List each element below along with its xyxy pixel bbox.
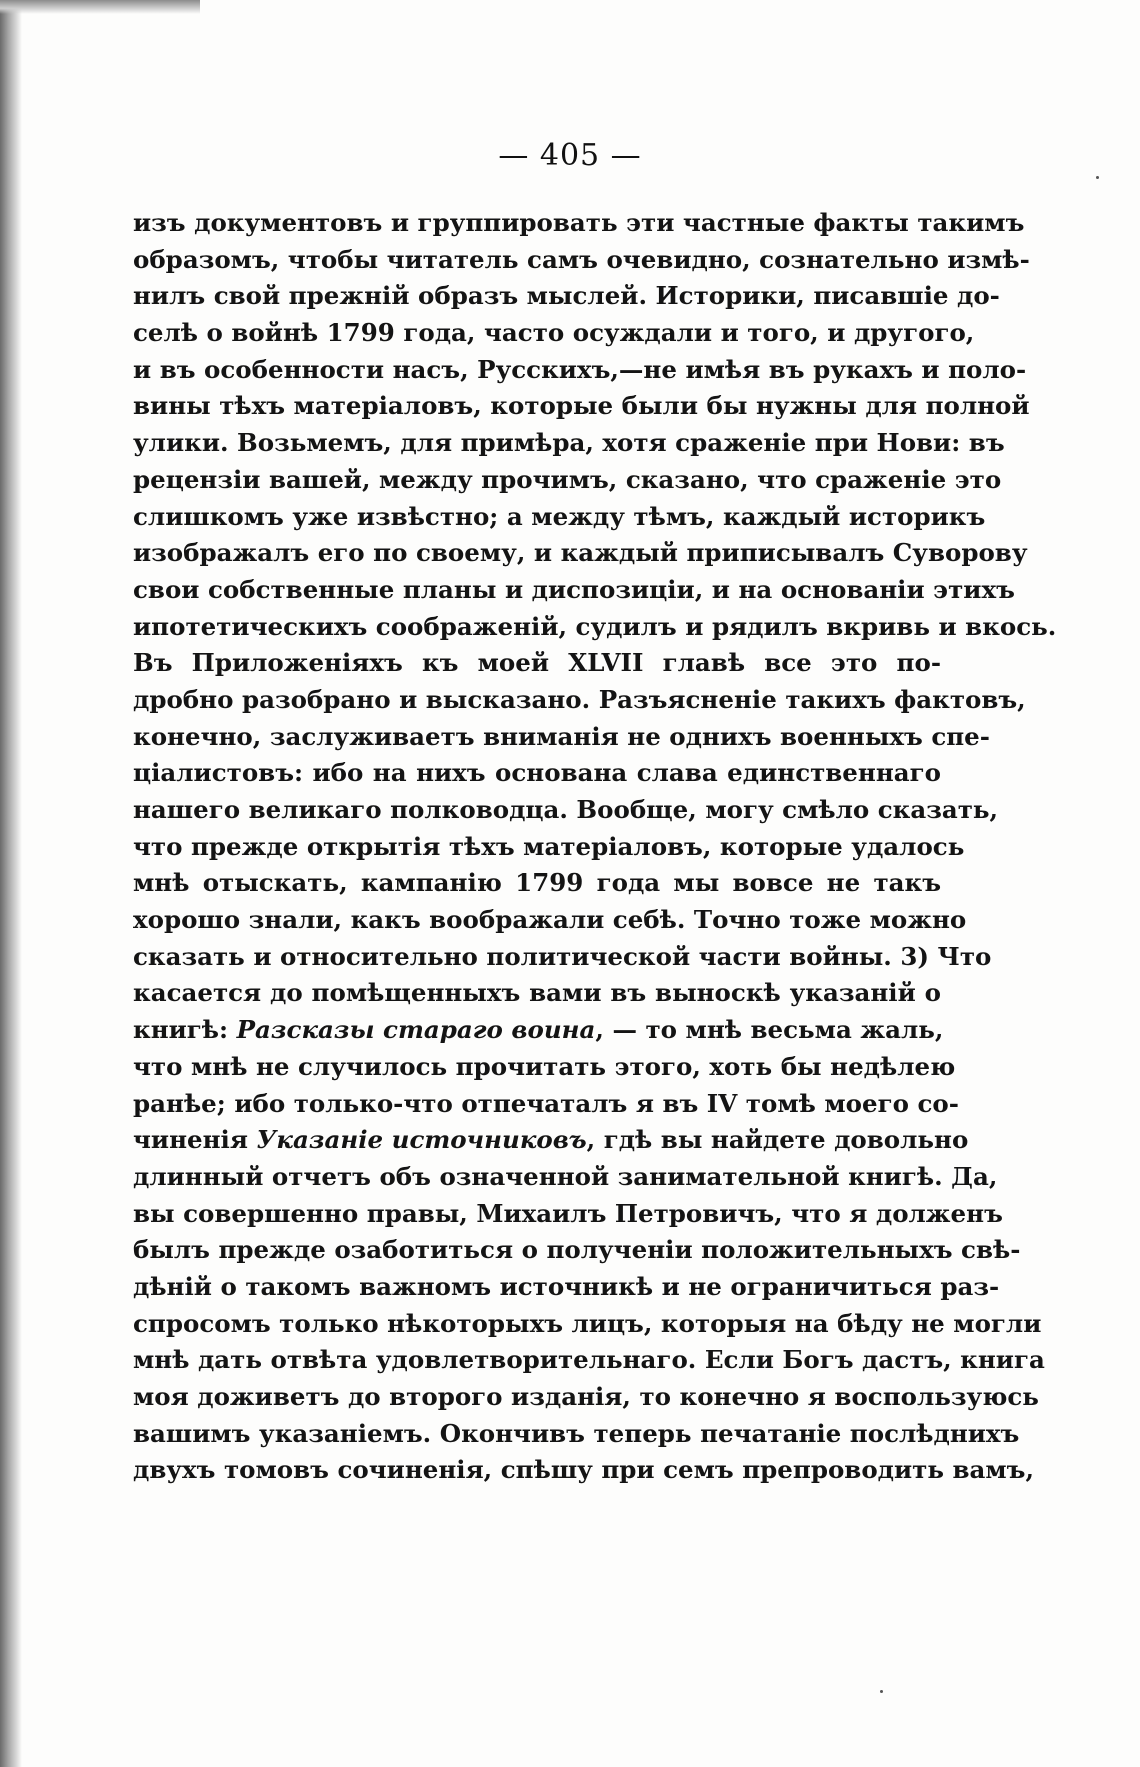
page-number: — 405 — xyxy=(498,138,642,173)
text-line xyxy=(133,535,1028,572)
text-segment: дѣній о такомъ важномъ источникѣ и не ограничиться рaз- xyxy=(133,1271,1000,1301)
text-line xyxy=(133,242,1030,279)
text-segment: касается до помѣщенныхъ вами въ выноскѣ указаній о xyxy=(133,978,941,1008)
text-line xyxy=(133,1232,1021,1269)
text-segment: чиненія xyxy=(133,1125,257,1155)
text-segment: двухъ томовъ сочиненія, спѣшу при семъ препроводить вамъ, xyxy=(133,1455,1034,1485)
text-line xyxy=(133,1416,1020,1453)
text-line xyxy=(133,205,1025,242)
text-segment: книгѣ: xyxy=(133,1015,237,1045)
text-line xyxy=(133,499,986,536)
text-segment: былъ прежде озаботиться о полученіи положительныхъ свѣ- xyxy=(133,1235,1021,1265)
text-line xyxy=(133,1012,944,1049)
italic-title: Разсказы стараго воина xyxy=(236,1015,596,1045)
text-segment: моя доживетъ до второго изданія, то конечно я воспользуюсь xyxy=(133,1382,1039,1411)
text-segment: мнѣ отыскать, кампанію 1799 года мы вовсе не такъ xyxy=(133,868,941,898)
text-segment: спросомъ только нѣкоторыхъ лицъ, которыя на бѣду не могли xyxy=(133,1308,1042,1338)
text-segment: длинный отчетъ объ означенной занимательной книгѣ. Да, xyxy=(133,1161,998,1191)
text-line xyxy=(133,902,967,939)
text-line xyxy=(133,352,1027,389)
text-line xyxy=(133,1122,969,1159)
text-line xyxy=(133,792,999,829)
text-line xyxy=(133,462,1002,499)
text-line xyxy=(133,388,1030,425)
text-line xyxy=(133,865,941,902)
text-segment: рецензіи вашей, между прочимъ, сказано, что сраженіе это xyxy=(133,464,1002,494)
text-line xyxy=(133,1306,1042,1343)
text-segment: конечно, заслуживаетъ вниманія не однихъ военныхъ спе- xyxy=(133,721,990,751)
text-segment: , гдѣ вы найдете довольно xyxy=(586,1125,969,1155)
text-line xyxy=(133,1049,956,1086)
text-segment: изображалъ его по своему, и каждый приписывалъ Суворову xyxy=(133,538,1028,568)
text-line xyxy=(133,975,941,1012)
scan-speck xyxy=(1096,176,1099,179)
body-text xyxy=(133,205,1057,1489)
text-segment: сказать и относительно политической части войны. 3) Что xyxy=(133,941,992,971)
text-segment: Въ Приложеніяхъ къ моей XLVII главѣ все это по- xyxy=(133,648,941,678)
text-segment: вашимъ указаніемъ. Окончивъ теперь печатаніе послѣднихъ xyxy=(133,1418,1020,1448)
binding-shadow xyxy=(0,0,22,1767)
text-line xyxy=(133,609,1057,646)
text-line xyxy=(133,1159,998,1196)
text-segment: дробно разобрано и высказано. Разъясненіе такихъ фактовъ, xyxy=(133,684,1026,714)
text-segment: изъ документовъ и группировать эти частные факты такимъ xyxy=(133,208,1025,237)
text-line xyxy=(133,682,1026,719)
text-segment: ціалистовъ: ибо на нихъ основана слава единственнаго xyxy=(133,758,941,788)
text-line xyxy=(133,1269,1000,1306)
text-line xyxy=(133,719,990,756)
text-line xyxy=(133,1196,1003,1233)
text-line xyxy=(133,829,965,866)
text-segment: и въ особенности насъ, Русскихъ,—не имѣя въ рукахъ и поло- xyxy=(133,354,1027,384)
text-line xyxy=(133,278,1000,315)
text-line xyxy=(133,1086,959,1123)
text-line xyxy=(133,645,941,682)
text-segment: вы совершенно правы, Михаилъ Петровичъ, что я долженъ xyxy=(133,1198,1003,1228)
text-segment: ранѣе; ибо только-что отпечаталъ я въ IV томѣ моего со- xyxy=(133,1088,959,1118)
text-segment: вины тѣхъ матеріаловъ, которые были бы нужны для полной xyxy=(133,391,1030,421)
text-line xyxy=(133,755,941,792)
scan-edge-shadow xyxy=(0,0,200,14)
italic-title: Указаніе источниковъ xyxy=(256,1125,587,1155)
text-segment: что прежде открытія тѣхъ матеріаловъ, которые удалось xyxy=(133,831,965,861)
text-segment: мнѣ дать отвѣта удовлетворительнаго. Если Богъ дастъ, книга xyxy=(133,1345,1045,1375)
text-line xyxy=(133,1342,1045,1379)
text-line xyxy=(133,1452,1034,1489)
text-segment: нилъ свой прежній образъ мыслей. Историки, писавшіе до- xyxy=(133,281,1000,311)
text-segment: образомъ, чтобы читатель самъ очевидно, сознательно измѣ- xyxy=(133,244,1030,274)
text-line xyxy=(133,572,1015,609)
text-segment: нашего великаго полководца. Вообще, могу смѣло сказать, xyxy=(133,795,999,824)
text-segment: селѣ о войнѣ 1799 года, часто осуждали и того, и другого, xyxy=(133,318,975,348)
text-segment: ипотетическихъ соображеній, судилъ и рядилъ вкривь и вкось. xyxy=(133,611,1057,641)
text-line xyxy=(133,1379,1039,1416)
text-line xyxy=(133,315,975,352)
text-segment: улики. Возьмемъ, для примѣра, хотя сраженіе при Нови: въ xyxy=(133,428,1005,458)
text-segment: свои собственные планы и диспозиціи, и на основаніи этихъ xyxy=(133,574,1015,604)
text-segment: что мнѣ не случилось прочитать этого, хоть бы недѣлею xyxy=(133,1051,956,1081)
text-segment: , — то мнѣ весьма жаль, xyxy=(595,1015,944,1045)
text-segment: слишкомъ уже извѣстно; а между тѣмъ, каждый историкъ xyxy=(133,501,986,531)
scan-speck xyxy=(880,1690,883,1693)
text-line xyxy=(133,425,1005,462)
text-line xyxy=(133,939,992,976)
text-segment: хорошо знали, какъ воображали себѣ. Точно тоже можно xyxy=(133,905,967,935)
